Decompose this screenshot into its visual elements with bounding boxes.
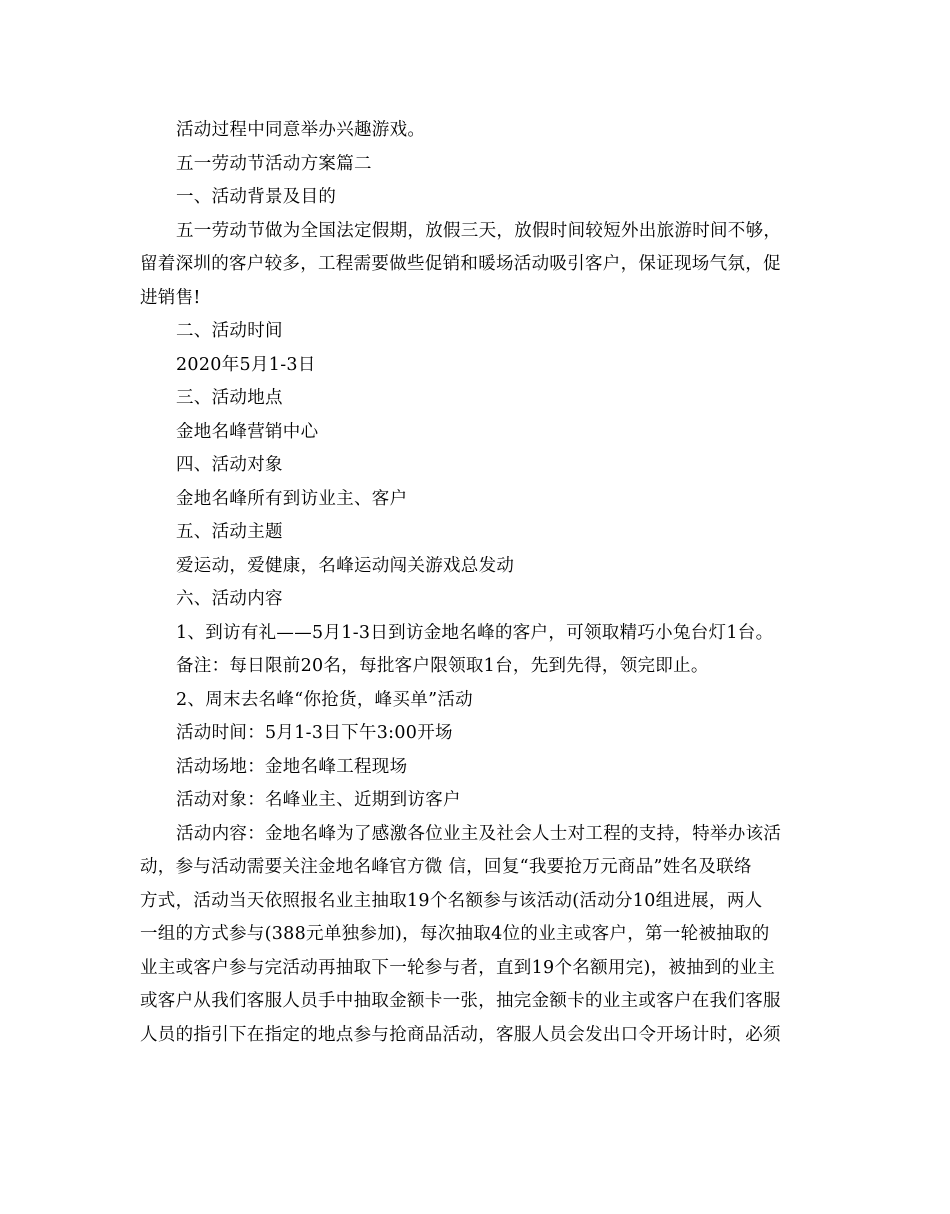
paragraph-line: 留着深圳的客户较多，工程需要做些促销和暖场活动吸引客户，保证现场气氛，促 xyxy=(140,254,781,274)
paragraph-line: 进销售! xyxy=(140,287,201,308)
text-line: 活动场地：金地名峰工程现场 xyxy=(176,756,408,777)
paragraph-line: 人员的指引下在指定的地点参与抢商品活动，客服人员会发出口令开场计时，必须 xyxy=(140,1024,781,1045)
document-body xyxy=(140,114,814,1052)
text-line: 金地名峰营销中心 xyxy=(176,421,319,442)
text-line: 金地名峰所有到访业主、客户 xyxy=(176,488,408,509)
heading-content: 六、活动内容 xyxy=(176,589,283,609)
heading-time: 二、活动时间 xyxy=(176,321,283,341)
text-line: 1、到访有礼——5月1-3日到访金地名峰的客户，可领取精巧小兔台灯1台。 xyxy=(176,622,774,643)
paragraph-activity-content xyxy=(140,818,814,1053)
heading-audience: 四、活动对象 xyxy=(176,455,283,475)
paragraph-line: 五一劳动节做为全国法定假期，放假三天，放假时间较短外出旅游时间不够， xyxy=(176,220,782,241)
text-line: 活动过程中同意举办兴趣游戏。 xyxy=(176,120,426,140)
text-line: 2、周末去名峰“你抢货，峰买单”活动 xyxy=(176,689,473,710)
heading-background: 一、活动背景及目的 xyxy=(176,187,337,207)
paragraph-line: 方式，活动当天依照报名业主抽取19个名额参与该活动(活动分10组进展，两人 xyxy=(140,890,763,911)
paragraph-line: 业主或客户参与完活动再抽取下一轮参与者，直到19个名额用完)，被抽到的业主 xyxy=(140,957,776,978)
section-title: 五一劳动节活动方案篇二 xyxy=(176,153,372,174)
text-line: 2020年5月1-3日 xyxy=(176,354,316,375)
heading-theme: 五、活动主题 xyxy=(176,522,283,542)
paragraph-line: 或客户从我们客服人员手中抽取金额卡一张，抽完金额卡的业主或客户在我们客服 xyxy=(140,991,781,1011)
text-line: 备注：每日限前20名，每批客户限领取1台，先到先得，领完即止。 xyxy=(176,656,709,676)
text-line: 活动对象：名峰业主、近期到访客户 xyxy=(176,790,461,810)
text-line: 爱运动，爱健康，名峰运动闯关游戏总发动 xyxy=(176,555,515,576)
paragraph-line: 一组的方式参与(388元单独参加)，每次抽取4位的业主或客户，第一轮被抽取的 xyxy=(140,924,770,944)
paragraph-background xyxy=(140,215,814,316)
heading-location: 三、活动地点 xyxy=(176,388,283,408)
paragraph-line: 动，参与活动需要关注金地名峰官方微 信，回复“我要抢万元商品”姓名及联络 xyxy=(140,857,752,877)
text-line: 活动时间：5月1-3日下午3:00开场 xyxy=(176,723,453,743)
paragraph-line: 活动内容：金地名峰为了感激各位业主及社会人士对工程的支持，特举办该活 xyxy=(176,823,782,844)
